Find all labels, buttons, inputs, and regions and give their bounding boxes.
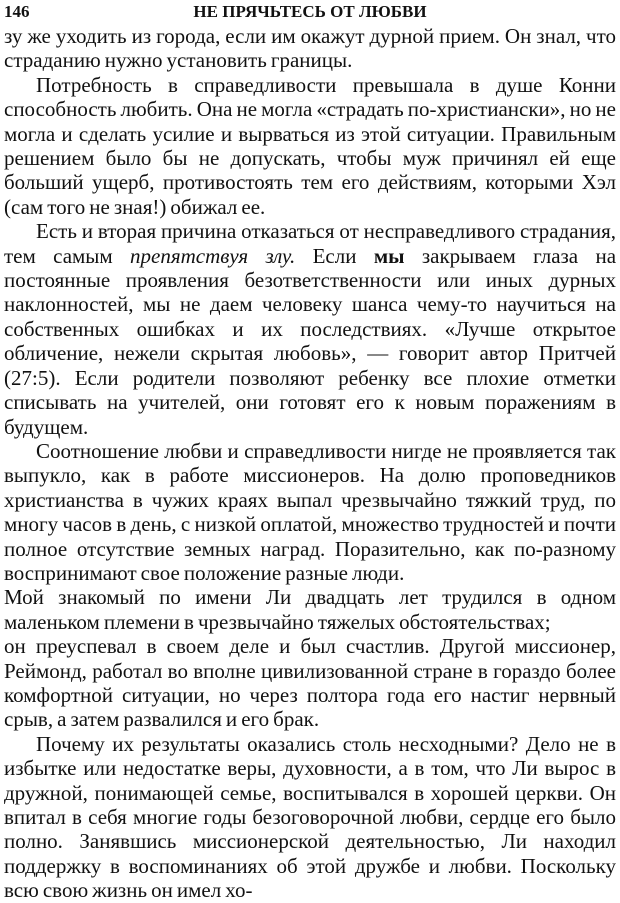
paragraph-continued: зу же уходить из города, если им окажут дурной прием. Он знал, что страданию нужно установить границы. xyxy=(4,24,616,73)
paragraph-text: Если xyxy=(295,243,374,268)
page-number: 146 xyxy=(4,2,30,21)
emphasis-italic: препятствуя злу. xyxy=(130,243,296,268)
paragraph-text: закрываем глаза на постоянные проявления безответственности или иных дурных наклонностей, мы не даем человеку шанса чему-то научиться на собственных ошибках и их последствиях. «Лучше открытое обличение, нежели скрытая любовь», — говорит автор Притчей (27:5). Если родители позволяют ребенку все плохие отметки списывать на учителей, они готовят его к новым поражениям в будущем. xyxy=(4,243,617,439)
running-header xyxy=(4,0,616,24)
running-title: НЕ ПРЯЧЬТЕСЬ ОТ ЛЮБВИ xyxy=(193,2,427,21)
paragraph-missionaries: Соотношение любви и справедливости нигде не проявляется так выпукло, как в работе миссионеров. На долю проповедников христианства в чужих краях выпал чрезвычайно тяжкий труд, по многу часов в день, с низкой оплатой, множество трудностей и почти полное отсутствие земных наград. Поразительно, как по-разному воспринимают свое положение разные люди. xyxy=(4,438,616,585)
emphasis-bold: мы xyxy=(373,243,405,268)
body-text xyxy=(4,24,616,903)
paragraph-text: Есть и вторая причина отказаться от несправедливого страдания, тем самым xyxy=(4,219,616,268)
paragraph-connie: Потребность в справедливости превышала в душе Конни способность любить. Она не могла «страдать по-христиански», но не могла и сделать усилие и вырваться из этой ситуации. Правильным решением было бы не допускать, чтобы муж причинял ей еще больший ущерб, противостоять тем его действиям, которыми Хэл (сам того не зная!) обижал ее. xyxy=(4,72,616,219)
paragraph-lee: Мой знакомый по имени Ли двадцать лет трудился в одном маленьком племени в чрезвычайно тяжелых обстоятельствах; xyxy=(4,585,616,634)
paragraph-why: Почему их результаты оказались столь несходными? Дело не в избытке или недостатке веры, духовности, а в том, что Ли вырос в дружной, понимающей семье, воспитывался в хорошей церкви. Он впитал в себя многие годы безоговорочной любви, сердце его было полно. Занявшись миссионерской деятельностью, Ли находил поддержку в воспоминаниях об этой дружбе и любви. Поскольку всю свою жизнь он имел хо- xyxy=(4,731,616,903)
book-page xyxy=(4,0,616,903)
paragraph-second-reason xyxy=(4,219,616,439)
paragraph-raymond: он преуспевал в своем деле и был счастлив. Другой миссионер, Реймонд, работал во вполне цивилизованной стране в гораздо более комфортной ситуации, но через полтора года его настиг нервный срыв, а затем развалился и его брак. xyxy=(4,634,616,732)
